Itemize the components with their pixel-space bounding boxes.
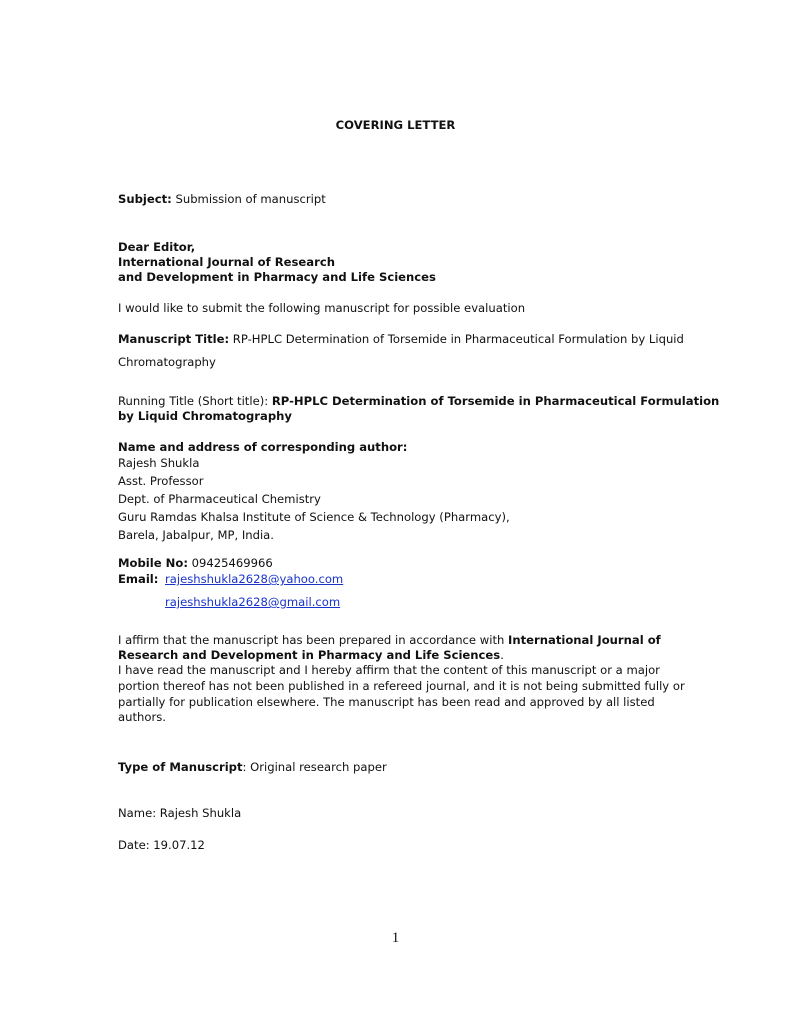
mobile-line <box>118 556 273 571</box>
email-line <box>118 572 158 587</box>
affirmation-line-6: authors. <box>118 710 166 724</box>
manuscript-title-line-2: Chromatography <box>118 355 216 369</box>
affirmation-line-4: portion thereof has not been published in a refereed journal, and it is not being submitted fully or <box>118 679 685 693</box>
running-title-label: Running Title (Short title): <box>118 394 269 408</box>
subject-value: Submission of manuscript <box>175 192 326 206</box>
mobile-number: 09425469966 <box>191 556 273 570</box>
subject-label: Subject: <box>118 192 172 206</box>
manuscript-title-line <box>118 332 684 347</box>
email-label: Email: <box>118 572 159 586</box>
author-location: Barela, Jabalpur, MP, India. <box>118 528 274 542</box>
intro-text: I would like to submit the following manuscript for possible evaluation <box>118 301 526 315</box>
affirmation-suffix: . <box>500 648 504 662</box>
manuscript-type-value: : Original research paper <box>242 760 387 774</box>
running-title-value: RP-HPLC Determination of Torsemide in Pharmaceutical Formulation <box>271 394 720 408</box>
author-department: Dept. of Pharmaceutical Chemistry <box>118 492 321 506</box>
manuscript-type-line <box>118 760 387 775</box>
author-institute: Guru Ramdas Khalsa Institute of Science & Technology (Pharmacy), <box>118 510 510 524</box>
email-link-yahoo[interactable]: rajeshshukla2628@yahoo.com <box>165 572 344 586</box>
mobile-label: Mobile No: <box>118 556 188 570</box>
manuscript-title-value: RP-HPLC Determination of Torsemide in Pharmaceutical Formulation by Liquid <box>232 332 684 346</box>
salutation-line-3: and Development in Pharmacy and Life Sciences <box>118 270 436 284</box>
author-heading: Name and address of corresponding author: <box>118 440 408 454</box>
author-position: Asst. Professor <box>118 474 204 488</box>
manuscript-type-label: Type of Manuscript <box>118 760 243 774</box>
page-title: COVERING LETTER <box>335 118 456 132</box>
running-title-line <box>118 394 719 409</box>
affirmation-line-5: partially for publication elsewhere. The manuscript has been read and approved by all listed <box>118 695 655 709</box>
affirmation-journal-2: Research and Development in Pharmacy and Life Sciences <box>118 648 501 662</box>
affirmation-line-3: I have read the manuscript and I hereby affirm that the content of this manuscript or a major <box>118 663 660 677</box>
signature-name: Name: Rajesh Shukla <box>118 806 242 820</box>
affirmation-journal-1: International Journal of <box>508 633 661 647</box>
email-link-gmail[interactable]: rajeshshukla2628@gmail.com <box>165 595 341 609</box>
salutation-line-1: Dear Editor, <box>118 240 196 254</box>
affirmation-line-2 <box>118 648 504 663</box>
manuscript-title-label: Manuscript Title: <box>118 332 230 346</box>
subject-line <box>118 192 326 207</box>
running-title-line-2: by Liquid Chromatography <box>118 409 292 423</box>
signature-date: Date: 19.07.12 <box>118 838 205 852</box>
salutation-line-2: International Journal of Research <box>118 255 335 269</box>
affirmation-prefix: I affirm that the manuscript has been prepared in accordance with <box>118 633 505 647</box>
affirmation-line-1 <box>118 633 661 648</box>
page-number: 1 <box>391 930 400 946</box>
author-name: Rajesh Shukla <box>118 456 200 470</box>
